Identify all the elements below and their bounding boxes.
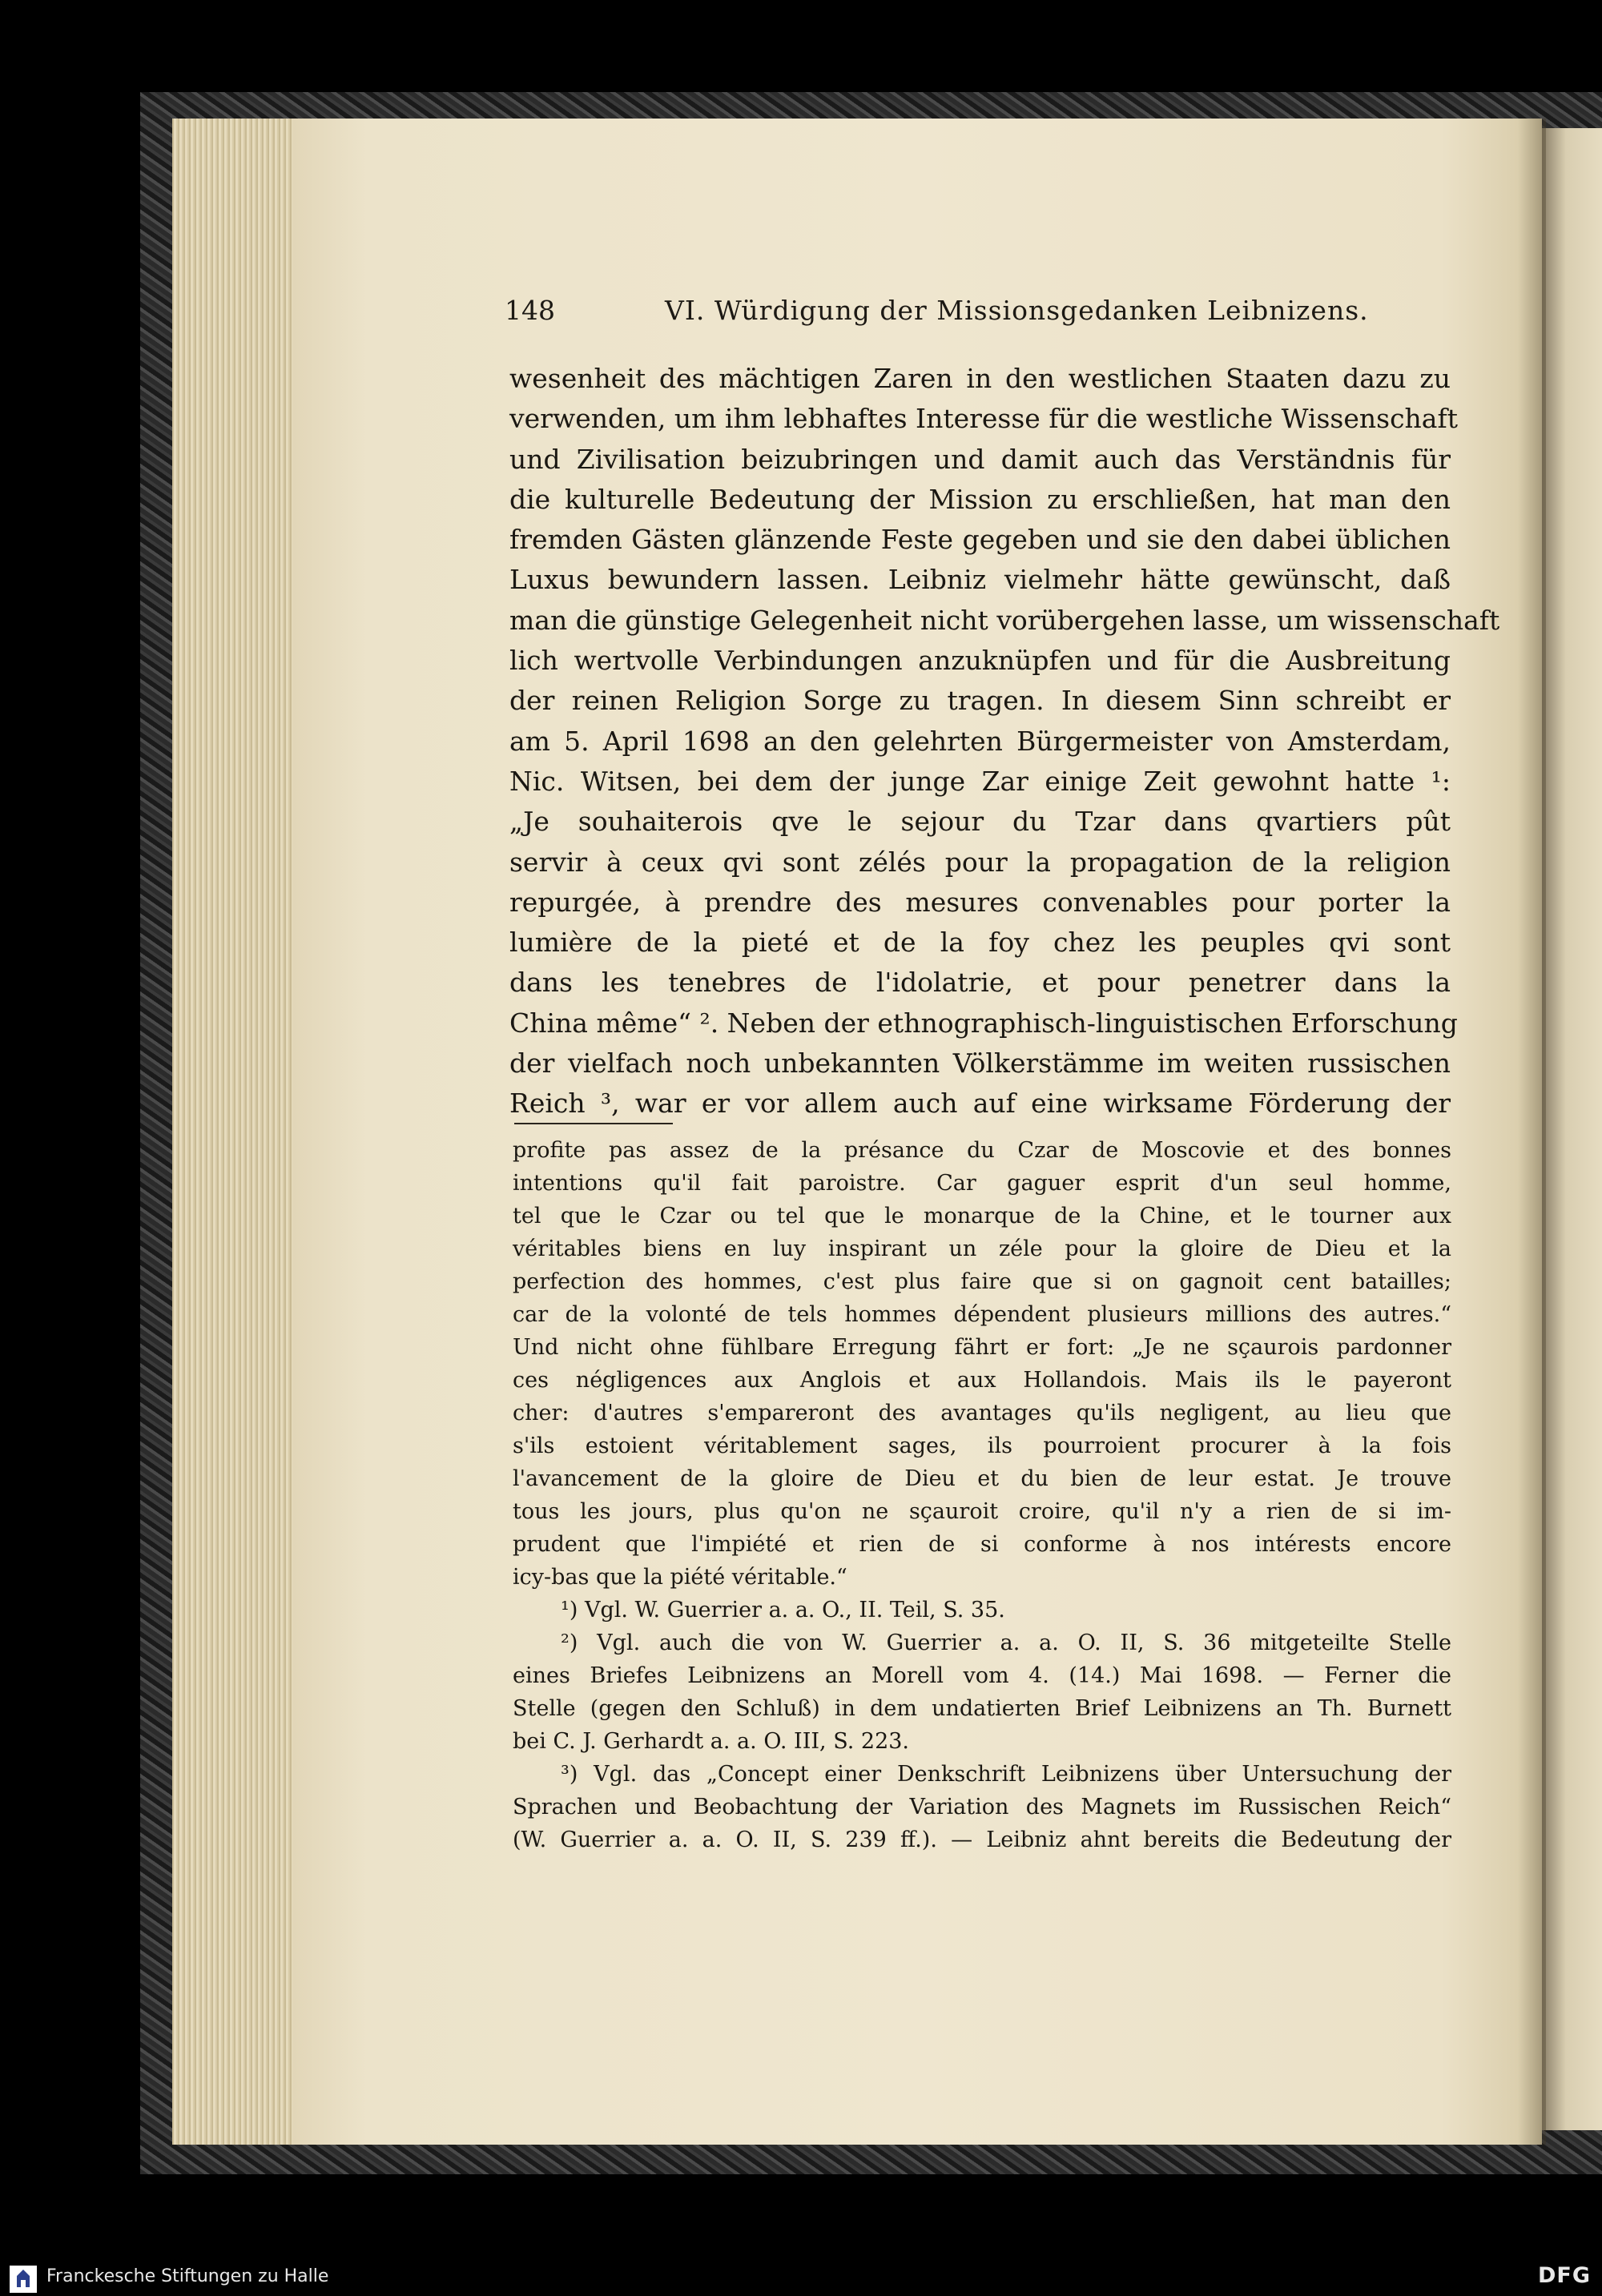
text-line: servir à ceux qvi sont zélés pour la propagation de la religion bbox=[509, 846, 1451, 878]
footnote-line: profite pas assez de la présance du Czar de Moscovie et des bonnes bbox=[513, 1138, 1451, 1163]
text-line: repurgée, à prendre des mesures convenables pour porter la bbox=[509, 886, 1451, 918]
footnote-line: véritables biens en luy inspirant un zéle pour la gloire de Dieu et la bbox=[513, 1236, 1451, 1261]
text-line: der reinen Religion Sorge zu tragen. In diesem Sinn schreibt er bbox=[509, 685, 1451, 717]
running-head: VI. Würdigung der Missionsgedanken Leibnizens. bbox=[665, 295, 1369, 326]
page-header bbox=[505, 295, 1450, 335]
footnote-line: ces négligences aux Anglois et aux Hollandois. Mais ils le payeront bbox=[513, 1368, 1451, 1393]
footnote-rule bbox=[514, 1123, 673, 1124]
text-line: Nic. Witsen, bei dem der junge Zar einige Zeit gewohnt hatte ¹: bbox=[509, 765, 1451, 797]
footnote-line: tel que le Czar ou tel que le monarque de la Chine, et le tourner aux bbox=[513, 1204, 1451, 1228]
footnote-line: (W. Guerrier a. a. O. II, S. 239 ff.). — Leibniz ahnt bereits die Bedeutung der bbox=[513, 1828, 1451, 1852]
page-number: 148 bbox=[505, 295, 555, 326]
footnote-line: car de la volonté de tels hommes dépendent plusieurs millions des autres.“ bbox=[513, 1302, 1451, 1327]
text-line: der vielfach noch unbekannten Völkerstämme im weiten russischen bbox=[509, 1047, 1451, 1080]
footnote-line: ¹) Vgl. W. Guerrier a. a. O., II. Teil, S. 35. bbox=[561, 1598, 1005, 1622]
text-line: lich wertvolle Verbindungen anzuknüpfen und für die Ausbreitung bbox=[509, 645, 1451, 677]
footnote-line: Und nicht ohne fühlbare Erregung fährt er fort: „Je ne sçaurois pardonner bbox=[513, 1335, 1451, 1360]
main-text bbox=[509, 359, 1500, 1124]
text-line: China même“ ². Neben der ethnographisch-linguistischen Erforschung bbox=[509, 1007, 1458, 1039]
footnotes bbox=[513, 1134, 1451, 1856]
text-line: lumière de la pieté et de la foy chez les peuples qvi sont bbox=[509, 927, 1451, 959]
institution-logo-icon bbox=[10, 2266, 37, 2293]
text-line: und Zivilisation beizubringen und damit auch das Verständnis für bbox=[509, 443, 1451, 475]
page-edges bbox=[172, 119, 292, 2145]
text-line: fremden Gästen glänzende Feste gegeben und sie den dabei üblichen bbox=[509, 524, 1451, 556]
footnote-line: prudent que l'impiété et rien de si conforme à nos intérests encore bbox=[513, 1532, 1451, 1557]
dfg-logo: DFG bbox=[1537, 2263, 1591, 2288]
institution-name: Franckesche Stiftungen zu Halle bbox=[46, 2266, 329, 2286]
gutter-shadow bbox=[1518, 119, 1546, 2145]
footnote-line: eines Briefes Leibnizens an Morell vom 4. (14.) Mai 1698. — Ferner die bbox=[513, 1663, 1451, 1688]
footnote-line: perfection des hommes, c'est plus faire que si on gagnoit cent batailles; bbox=[513, 1269, 1451, 1294]
text-line: Luxus bewundern lassen. Leibniz vielmehr hätte gewünscht, daß bbox=[509, 564, 1451, 596]
footnote-line: tous les jours, plus qu'on ne sçauroit croire, qu'il n'y a rien de si im- bbox=[513, 1499, 1451, 1524]
footnote-line: bei C. J. Gerhardt a. a. O. III, S. 223. bbox=[513, 1729, 910, 1754]
text-line: „Je souhaiterois qve le sejour du Tzar dans qvartiers pût bbox=[509, 806, 1451, 838]
text-line: Reich ³, war er vor allem auch auf eine wirksame Förderung der bbox=[509, 1088, 1451, 1120]
text-line: am 5. April 1698 an den gelehrten Bürgermeister von Amsterdam, bbox=[509, 725, 1451, 757]
footnote-line: cher: d'autres s'empareront des avantages qu'ils negligent, au lieu que bbox=[513, 1401, 1451, 1425]
facing-page-edge bbox=[1542, 128, 1602, 2130]
footnote-line: icy-bas que la piété véritable.“ bbox=[513, 1565, 847, 1590]
footnote-line: ³) Vgl. das „Concept einer Denkschrift Leibnizens über Untersuchung der bbox=[561, 1762, 1451, 1787]
footnote-line: Stelle (gegen den Schluß) in dem undatierten Brief Leibnizens an Th. Burnett bbox=[513, 1696, 1451, 1721]
text-line: man die günstige Gelegenheit nicht vorübergehen lasse, um wissenschaft bbox=[509, 604, 1500, 636]
footnote-line: ²) Vgl. auch die von W. Guerrier a. a. O. II, S. 36 mitgeteilte Stelle bbox=[561, 1631, 1451, 1655]
text-line: verwenden, um ihm lebhaftes Interesse für die westliche Wissenschaft bbox=[509, 403, 1458, 435]
text-line: wesenheit des mächtigen Zaren in den westlichen Staaten dazu zu bbox=[509, 363, 1451, 394]
footnote-line: Sprachen und Beobachtung der Variation des Magnets im Russischen Reich“ bbox=[513, 1795, 1451, 1820]
text-line: die kulturelle Bedeutung der Mission zu erschließen, hat man den bbox=[509, 483, 1451, 515]
footnote-line: l'avancement de la gloire de Dieu et du bien de leur estat. Je trouve bbox=[513, 1466, 1451, 1491]
footnote-line: intentions qu'il fait paroistre. Car gaguer esprit d'un seul homme, bbox=[513, 1171, 1451, 1196]
footnote-line: s'ils estoient véritablement sages, ils pourroient procurer à la fois bbox=[513, 1433, 1451, 1458]
text-line: dans les tenebres de l'idolatrie, et pour penetrer dans la bbox=[509, 967, 1451, 999]
